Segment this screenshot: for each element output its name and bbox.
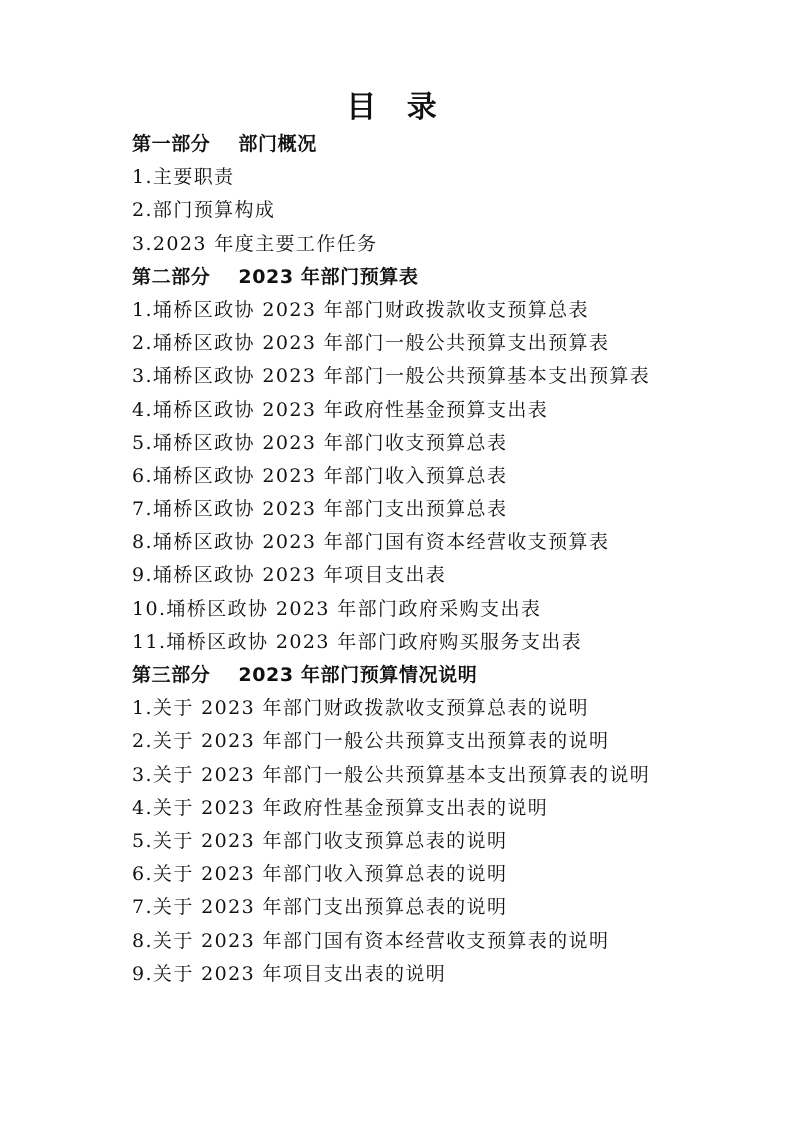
section-part-label: 第二部分 <box>132 265 211 288</box>
toc-item: 11.埇桥区政协 2023 年部门政府购买服务支出表 <box>132 630 583 653</box>
toc-item: 8.关于 2023 年部门国有资本经营收支预算表的说明 <box>132 929 610 952</box>
toc-item: 3.2023 年度主要工作任务 <box>132 232 378 255</box>
toc-item: 4.关于 2023 年政府性基金预算支出表的说明 <box>132 796 549 819</box>
section-heading-1 <box>132 128 692 161</box>
toc-item: 5.关于 2023 年部门收支预算总表的说明 <box>132 829 508 852</box>
toc-item: 7.埇桥区政协 2023 年部门支出预算总表 <box>132 498 508 521</box>
toc-item: 7.关于 2023 年部门支出预算总表的说明 <box>132 896 508 919</box>
toc-item: 2.埇桥区政协 2023 年部门一般公共预算支出预算表 <box>132 332 610 355</box>
toc-item: 5.埇桥区政协 2023 年部门收支预算总表 <box>132 431 508 454</box>
section-title: 部门概况 <box>238 133 317 155</box>
toc-item: 3.埇桥区政协 2023 年部门一般公共预算基本支出预算表 <box>132 365 651 388</box>
section-part-label: 第三部分 <box>132 664 211 686</box>
section-heading-3 <box>132 659 692 692</box>
toc-item: 3.关于 2023 年部门一般公共预算基本支出预算表的说明 <box>132 763 651 786</box>
section-part-label: 第一部分 <box>132 133 211 155</box>
table-of-contents <box>132 128 692 991</box>
toc-item: 2.部门预算构成 <box>132 199 276 222</box>
section-title: 2023 年部门预算表 <box>238 265 419 288</box>
toc-item: 10.埇桥区政协 2023 年部门政府采购支出表 <box>132 597 542 620</box>
section-heading-2 <box>132 261 692 294</box>
toc-item: 1.埇桥区政协 2023 年部门财政拨款收支预算总表 <box>132 298 589 321</box>
toc-item: 9.关于 2023 年项目支出表的说明 <box>132 962 447 985</box>
toc-item: 1.主要职责 <box>132 166 235 189</box>
toc-item: 9.埇桥区政协 2023 年项目支出表 <box>132 564 447 587</box>
toc-item: 6.关于 2023 年部门收入预算总表的说明 <box>132 863 508 886</box>
toc-item: 4.埇桥区政协 2023 年政府性基金预算支出表 <box>132 398 549 421</box>
page-title: 目 录 <box>346 90 447 125</box>
toc-item: 2.关于 2023 年部门一般公共预算支出预算表的说明 <box>132 730 610 753</box>
toc-item: 1.关于 2023 年部门财政拨款收支预算总表的说明 <box>132 697 589 720</box>
toc-item: 8.埇桥区政协 2023 年部门国有资本经营收支预算表 <box>132 531 610 554</box>
toc-item: 6.埇桥区政协 2023 年部门收入预算总表 <box>132 464 508 487</box>
section-title: 2023 年部门预算情况说明 <box>238 664 478 686</box>
